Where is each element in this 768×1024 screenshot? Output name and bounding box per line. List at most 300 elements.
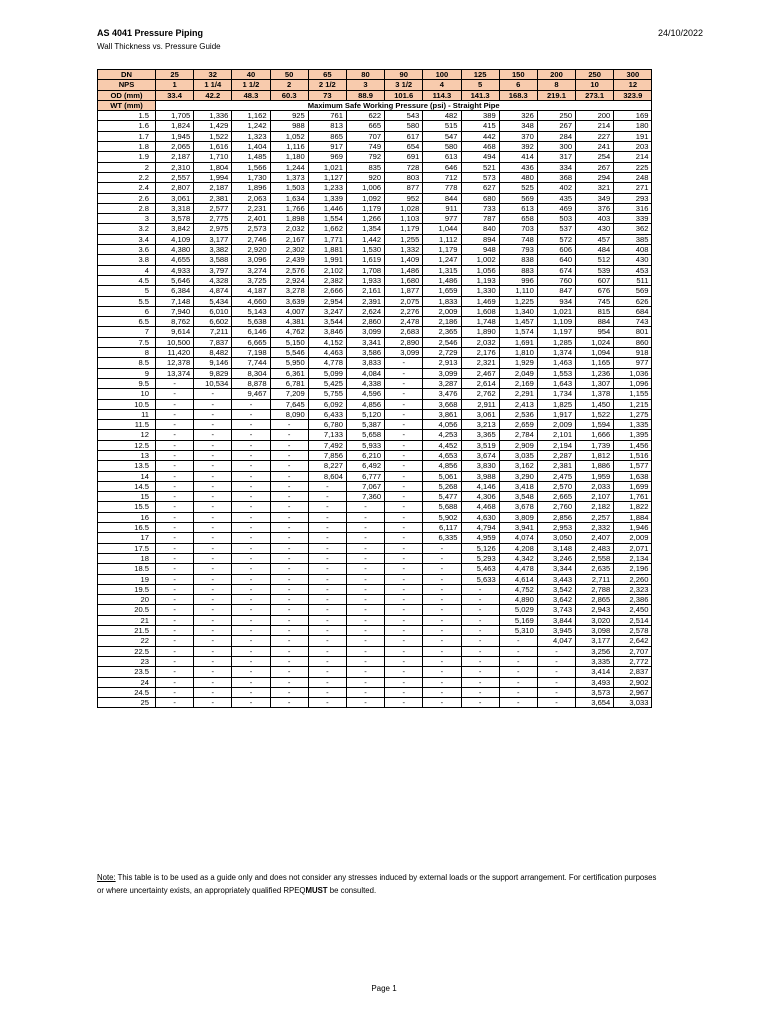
pressure-cell: 1,896 [232, 183, 270, 193]
pressure-cell: 3,639 [270, 296, 308, 306]
pressure-cell: 2,478 [385, 317, 423, 327]
wall-thickness-cell: 17.5 [98, 543, 156, 553]
pressure-cell: - [232, 471, 270, 481]
pressure-cell: 5,268 [423, 481, 461, 491]
pressure-cell: 934 [537, 296, 575, 306]
pressure-cell: 707 [346, 131, 384, 141]
pressure-cell: - [385, 626, 423, 636]
table-row [98, 574, 652, 584]
pressure-cell: 3,247 [308, 306, 346, 316]
pressure-cell: 7,148 [156, 296, 194, 306]
pressure-cell: 267 [576, 162, 614, 172]
pressure-cell: - [194, 595, 232, 605]
pressure-cell: 1,233 [308, 183, 346, 193]
pressure-cell: 1,748 [461, 317, 499, 327]
pressure-cell: 1,002 [461, 255, 499, 265]
pressure-cell: 996 [499, 275, 537, 285]
pressure-cell: 300 [537, 142, 575, 152]
pressure-cell: - [156, 646, 194, 656]
pressure-cell: 3,797 [194, 265, 232, 275]
pressure-cell: - [156, 626, 194, 636]
wall-thickness-cell: 8 [98, 348, 156, 358]
pressure-cell: 646 [423, 162, 461, 172]
pressure-cell: 1,179 [385, 224, 423, 234]
pressure-cell: - [232, 533, 270, 543]
pressure-cell: 3,586 [346, 348, 384, 358]
pressure-cell: 1,833 [423, 296, 461, 306]
pressure-cell: 9,146 [194, 358, 232, 368]
table-row [98, 481, 652, 491]
pressure-cell: 4,338 [346, 378, 384, 388]
pressure-cell: 2,032 [270, 224, 308, 234]
pressure-cell: 573 [461, 172, 499, 182]
pressure-cell: 334 [537, 162, 575, 172]
table-row [98, 440, 652, 450]
pressure-cell: 3,335 [576, 656, 614, 666]
pressure-cell: - [156, 481, 194, 491]
wall-thickness-cell: 17 [98, 533, 156, 543]
pressure-cell: 1,680 [385, 275, 423, 285]
pressure-cell: 4,478 [499, 564, 537, 574]
pressure-cell: - [156, 512, 194, 522]
wall-thickness-cell: 3.4 [98, 234, 156, 244]
pressure-cell: 1,255 [385, 234, 423, 244]
pressure-cell: - [461, 605, 499, 615]
pressure-cell: 665 [346, 121, 384, 131]
note-text-end: be consulted. [327, 885, 377, 895]
pressure-cell: 1,457 [499, 317, 537, 327]
pressure-cell: 4,596 [346, 389, 384, 399]
pressure-cell: 2,063 [232, 193, 270, 203]
pressure-cell: 2,167 [270, 234, 308, 244]
pressure-cell: 793 [499, 245, 537, 255]
pressure-cell: 1,825 [537, 399, 575, 409]
pressure-cell: - [346, 502, 384, 512]
pressure-cell: 5,688 [423, 502, 461, 512]
pressure-cell: 5,061 [423, 471, 461, 481]
pressure-cell: 3,988 [461, 471, 499, 481]
pressure-cell: 2,665 [537, 492, 575, 502]
pressure-cell: 2,260 [614, 574, 652, 584]
pressure-cell: 1,378 [576, 389, 614, 399]
pressure-cell: - [156, 584, 194, 594]
pressure-cell: - [232, 698, 270, 708]
pressure-cell: 4,933 [156, 265, 194, 275]
pressure-cell: 3,050 [537, 533, 575, 543]
pressure-cell: 2,187 [194, 183, 232, 193]
pressure-cell: 9,614 [156, 327, 194, 337]
pressure-cell: 894 [461, 234, 499, 244]
table-row [98, 183, 652, 193]
pressure-cell: 2,557 [156, 172, 194, 182]
pressure-cell: 3,809 [499, 512, 537, 522]
pressure-cell: 1,330 [461, 286, 499, 296]
pressure-cell: 2,772 [614, 656, 652, 666]
pressure-cell: 1,109 [537, 317, 575, 327]
pressure-cell: 580 [423, 142, 461, 152]
wall-thickness-cell: 18 [98, 553, 156, 563]
pressure-cell: 1,594 [576, 420, 614, 430]
pressure-cell: 5,310 [499, 626, 537, 636]
pressure-cell: 3,287 [423, 378, 461, 388]
pressure-cell: - [461, 595, 499, 605]
pressure-cell: 1,044 [423, 224, 461, 234]
wall-thickness-cell: 21.5 [98, 626, 156, 636]
table-row [98, 348, 652, 358]
od-cell: 73 [308, 90, 346, 100]
od-cell: 88.9 [346, 90, 384, 100]
pressure-cell: - [156, 461, 194, 471]
pressure-cell: 13,374 [156, 368, 194, 378]
pressure-cell: 865 [308, 131, 346, 141]
pressure-cell: - [385, 358, 423, 368]
pressure-cell: 1,486 [385, 265, 423, 275]
table-row [98, 121, 652, 131]
pressure-cell: 4,007 [270, 306, 308, 316]
pressure-cell: - [194, 481, 232, 491]
pressure-cell: - [308, 481, 346, 491]
pressure-cell: 2,475 [537, 471, 575, 481]
pressure-cell: - [423, 615, 461, 625]
pressure-cell: - [270, 481, 308, 491]
pressure-cell: 1,404 [232, 142, 270, 152]
pressure-cell: 4,874 [194, 286, 232, 296]
table-row [98, 193, 652, 203]
pressure-cell: - [270, 461, 308, 471]
pressure-cell: 5,143 [232, 306, 270, 316]
pressure-cell: 835 [346, 162, 384, 172]
pressure-cell: 1,485 [232, 152, 270, 162]
wall-thickness-cell: 23.5 [98, 667, 156, 677]
pressure-cell: 4,856 [346, 399, 384, 409]
pressure-cell: - [385, 574, 423, 584]
pressure-cell: 7,492 [308, 440, 346, 450]
pressure-cell: 408 [614, 245, 652, 255]
pressure-cell: 1,092 [346, 193, 384, 203]
page-number: Page 1 [371, 984, 397, 993]
pressure-cell: - [308, 656, 346, 666]
od-cell: 273.1 [576, 90, 614, 100]
pressure-cell: 1,247 [423, 255, 461, 265]
pressure-cell: 362 [614, 224, 652, 234]
pressure-cell: - [385, 430, 423, 440]
table-row [98, 389, 652, 399]
pressure-cell: 7,211 [194, 327, 232, 337]
wall-thickness-cell: 15 [98, 492, 156, 502]
table-row [98, 543, 652, 553]
pressure-cell: 1,730 [232, 172, 270, 182]
pressure-cell: 3,061 [156, 193, 194, 203]
pressure-cell: 3,344 [537, 564, 575, 574]
pressure-cell: 3,443 [537, 574, 575, 584]
table-row [98, 111, 652, 121]
pressure-cell: 3,476 [423, 389, 461, 399]
pressure-cell: - [232, 440, 270, 450]
pressure-cell: 658 [499, 214, 537, 224]
pressure-cell: 1,024 [576, 337, 614, 347]
pressure-cell: 3,833 [346, 358, 384, 368]
pressure-cell: 435 [537, 193, 575, 203]
pressure-cell: 2,570 [537, 481, 575, 491]
pressure-cell: - [385, 595, 423, 605]
pressure-cell: 2,902 [614, 677, 652, 687]
pressure-cell: 1,165 [576, 358, 614, 368]
wall-thickness-cell: 13.5 [98, 461, 156, 471]
table-row [98, 512, 652, 522]
pressure-cell: 1,530 [346, 245, 384, 255]
pressure-cell: 613 [499, 203, 537, 213]
pressure-cell: 484 [576, 245, 614, 255]
pressure-cell: 339 [614, 214, 652, 224]
pressure-cell: 414 [499, 152, 537, 162]
wall-thickness-cell: 1.6 [98, 121, 156, 131]
pressure-cell: - [385, 584, 423, 594]
wall-thickness-cell: 1.7 [98, 131, 156, 141]
pressure-cell: 2,413 [499, 399, 537, 409]
pressure-cell: 1,446 [308, 203, 346, 213]
pressure-cell: - [308, 574, 346, 584]
od-cell: 168.3 [499, 90, 537, 100]
pressure-cell: 1,503 [270, 183, 308, 193]
pressure-cell: 4,381 [270, 317, 308, 327]
pressure-cell: - [385, 368, 423, 378]
od-header-row [98, 90, 652, 100]
pressure-cell: 1,236 [576, 368, 614, 378]
pressure-cell: - [156, 667, 194, 677]
pressure-cell: 748 [499, 234, 537, 244]
pressure-cell: - [270, 420, 308, 430]
pressure-cell: - [346, 667, 384, 677]
pressure-cell: 1,180 [270, 152, 308, 162]
wall-thickness-cell: 6.5 [98, 317, 156, 327]
pressure-cell: - [423, 574, 461, 584]
pressure-cell: 241 [576, 142, 614, 152]
pressure-cell: 8,090 [270, 409, 308, 419]
pressure-cell: - [461, 646, 499, 656]
pressure-cell: 2,558 [576, 553, 614, 563]
pressure-cell: - [194, 492, 232, 502]
table-row [98, 172, 652, 182]
pressure-cell: - [385, 698, 423, 708]
table-row [98, 523, 652, 533]
pressure-cell: - [385, 564, 423, 574]
pressure-cell: 1,812 [576, 450, 614, 460]
pressure-cell: 6,117 [423, 523, 461, 533]
pressure-cell: 2,577 [194, 203, 232, 213]
pressure-cell: - [232, 636, 270, 646]
pressure-cell: - [385, 667, 423, 677]
pressure-cell: 569 [614, 286, 652, 296]
pressure-cell: 543 [385, 111, 423, 121]
pressure-cell: 2,890 [385, 337, 423, 347]
pressure-cell: 2,382 [308, 275, 346, 285]
pressure-cell: 3,654 [576, 698, 614, 708]
table-row [98, 234, 652, 244]
pressure-cell: - [308, 698, 346, 708]
pressure-cell: - [156, 553, 194, 563]
pressure-cell: - [308, 553, 346, 563]
od-cell: 141.3 [461, 90, 499, 100]
pressure-cell: - [194, 687, 232, 697]
table-row [98, 409, 652, 419]
table-row [98, 595, 652, 605]
pressure-cell: 525 [499, 183, 537, 193]
nps-cell: 1 [156, 80, 194, 90]
pressure-cell: 1,395 [614, 430, 652, 440]
nps-cell: 10 [576, 80, 614, 90]
pressure-cell: 952 [385, 193, 423, 203]
pressure-cell: - [308, 502, 346, 512]
pressure-cell: - [232, 420, 270, 430]
pressure-cell: 691 [385, 152, 423, 162]
table-row [98, 471, 652, 481]
pressure-cell: - [270, 698, 308, 708]
pressure-cell: 5,755 [308, 389, 346, 399]
pressure-cell: 2,161 [346, 286, 384, 296]
pressure-cell: - [194, 564, 232, 574]
disclaimer-note [97, 872, 657, 897]
pressure-cell: 977 [423, 214, 461, 224]
od-cell: 219.1 [537, 90, 575, 100]
pressure-cell: 5,950 [270, 358, 308, 368]
pressure-cell: - [461, 615, 499, 625]
pressure-cell: - [346, 656, 384, 666]
pressure-cell: 5,120 [346, 409, 384, 419]
table-row [98, 564, 652, 574]
pressure-cell: - [194, 399, 232, 409]
pressure-cell: - [232, 399, 270, 409]
pressure-cell: 2,257 [576, 512, 614, 522]
pressure-cell: - [194, 440, 232, 450]
pressure-cell: 3,844 [537, 615, 575, 625]
pressure-cell: 515 [423, 121, 461, 131]
table-row [98, 327, 652, 337]
pressure-cell: - [385, 533, 423, 543]
pressure-cell: 3,642 [537, 595, 575, 605]
wall-thickness-cell: 3.2 [98, 224, 156, 234]
table-row [98, 337, 652, 347]
pressure-cell: - [270, 492, 308, 502]
pressure-cell: 803 [385, 172, 423, 182]
pressure-cell: 749 [346, 142, 384, 152]
pressure-cell: 3,099 [385, 348, 423, 358]
pressure-cell: 2,101 [537, 430, 575, 440]
pressure-cell: 1,373 [270, 172, 308, 182]
pressure-cell: 2,683 [385, 327, 423, 337]
pressure-cell: 1,619 [346, 255, 384, 265]
pressure-cell: 4,653 [423, 450, 461, 460]
pressure-cell: 703 [499, 224, 537, 234]
pressure-cell: 316 [614, 203, 652, 213]
pressure-cell: 2,954 [308, 296, 346, 306]
pressure-cell: 1,824 [156, 121, 194, 131]
wall-thickness-cell: 10.5 [98, 399, 156, 409]
pressure-cell: 5,477 [423, 492, 461, 502]
pressure-cell: - [194, 543, 232, 553]
pressure-cell: - [232, 584, 270, 594]
pressure-cell: 1,616 [194, 142, 232, 152]
pressure-cell: 6,146 [232, 327, 270, 337]
pressure-cell: 4,084 [346, 368, 384, 378]
pressure-cell: 2,049 [499, 368, 537, 378]
pressure-cell: 169 [614, 111, 652, 121]
dn-cell: 125 [461, 70, 499, 80]
pressure-cell: 4,253 [423, 430, 461, 440]
pressure-cell: 674 [537, 265, 575, 275]
pressure-cell: 1,469 [461, 296, 499, 306]
table-row [98, 317, 652, 327]
wall-thickness-cell: 16 [98, 512, 156, 522]
pressure-cell: 1,739 [576, 440, 614, 450]
pressure-cell: - [194, 656, 232, 666]
pressure-cell: 5,293 [461, 553, 499, 563]
pressure-cell: 8,604 [308, 471, 346, 481]
pressure-cell: 7,744 [232, 358, 270, 368]
pressure-cell: 2,624 [346, 306, 384, 316]
pressure-cell: - [232, 626, 270, 636]
pressure-cell: - [194, 667, 232, 677]
pressure-cell: 3,678 [499, 502, 537, 512]
pressure-cell: - [156, 523, 194, 533]
pressure-cell: - [194, 698, 232, 708]
pressure-cell: 3,341 [346, 337, 384, 347]
pressure-cell: 3,542 [537, 584, 575, 594]
pressure-cell: - [270, 656, 308, 666]
pressure-cell: - [423, 543, 461, 553]
pressure-cell: 2,071 [614, 543, 652, 553]
pressure-cell: - [194, 502, 232, 512]
od-cell: 114.3 [423, 90, 461, 100]
pressure-cell: 801 [614, 327, 652, 337]
pressure-cell: 12,378 [156, 358, 194, 368]
wall-thickness-cell: 1.9 [98, 152, 156, 162]
pressure-cell: - [385, 553, 423, 563]
pressure-cell: 284 [537, 131, 575, 141]
pressure-cell: - [194, 533, 232, 543]
pressure-cell: 4,208 [499, 543, 537, 553]
wall-thickness-cell: 20.5 [98, 605, 156, 615]
pressure-cell: - [308, 646, 346, 656]
pressure-cell: 3,941 [499, 523, 537, 533]
pressure-cell: 3,382 [194, 245, 232, 255]
table-row [98, 615, 652, 625]
pressure-cell: - [232, 430, 270, 440]
pressure-cell: 547 [423, 131, 461, 141]
table-row [98, 368, 652, 378]
wall-thickness-cell: 10 [98, 389, 156, 399]
pressure-cell: - [346, 636, 384, 646]
pressure-cell: - [385, 615, 423, 625]
pressure-cell: 203 [614, 142, 652, 152]
pressure-cell: - [499, 667, 537, 677]
pressure-cell: 457 [576, 234, 614, 244]
pressure-cell: 911 [423, 203, 461, 213]
pressure-cell: 1,179 [423, 245, 461, 255]
pressure-cell: - [346, 564, 384, 574]
pressure-cell: - [346, 512, 384, 522]
pressure-cell: 200 [576, 111, 614, 121]
table-row [98, 420, 652, 430]
pressure-cell: - [423, 595, 461, 605]
pressure-cell: 6,492 [346, 461, 384, 471]
pressure-cell: - [194, 605, 232, 615]
pressure-cell: - [385, 502, 423, 512]
pressure-cell: 883 [499, 265, 537, 275]
nps-cell: 8 [537, 80, 575, 90]
dn-cell: 40 [232, 70, 270, 80]
pressure-cell: 1,708 [346, 265, 384, 275]
nps-cell: 6 [499, 80, 537, 90]
